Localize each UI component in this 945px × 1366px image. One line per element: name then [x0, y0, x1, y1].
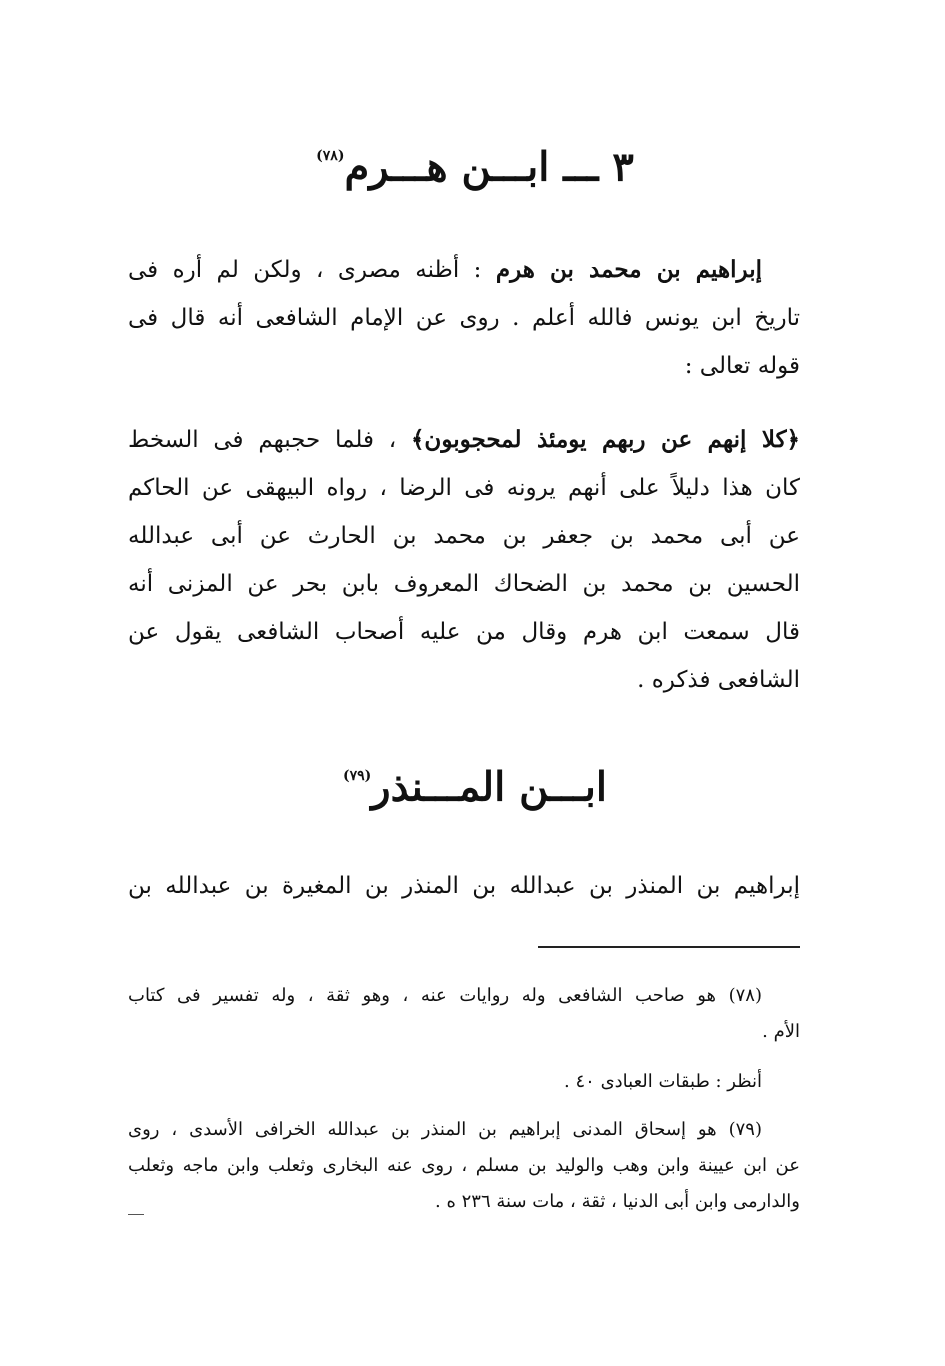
footnote-ref-79[interactable]: (٧٩) [342, 768, 372, 784]
heading-dash: ـــ [563, 143, 599, 191]
text-line: ﴿كلا إنهم عن ربهم يومئذ لمحجوبون﴾ ، فلما حجبهم فى السخط [128, 426, 801, 453]
footnote-line: عن ابن عيينة وابن وهب والوليد بن مسلم ، روى عنه البخارى وثعلب وابن ماجه وثعلب [128, 1155, 800, 1176]
paragraph-ibn-harim [128, 246, 800, 390]
text-line: قوله تعالى : [684, 353, 800, 379]
footnote-79 [128, 1112, 800, 1220]
text-line: تاريخ ابن يونس فالله أعلم . روى عن الإمام الشافعى أنه قال فى [128, 305, 800, 331]
text-line: إبراهيم بن محمد بن هرم : أظنه مصرى ، ولكن لم أره فى [128, 256, 762, 283]
paragraph-quran-commentary [128, 416, 800, 704]
text-line: الحسين بن محمد بن الضحاك المعروف بابن بحر عن المزنى أنه [128, 571, 800, 597]
section-heading-ibn-harim [250, 137, 700, 192]
footnote-separator [538, 946, 800, 948]
footnote-line: (٧٩) هو إسحاق المدنى إبراهيم بن المنذر بن عبدالله الخرافى الأسدى ، روى [128, 1119, 762, 1140]
text-line: كان هذا دليلاً على أنهم يرونه فى الرضا ، رواه البيهقى عن الحاكم [128, 475, 800, 501]
text-line: عن أبى محمد بن جعفر بن محمد بن الحارث عن أبى عبدالله [128, 523, 800, 549]
quran-verse: ﴿كلا إنهم عن ربهم يومئذ لمحجوبون﴾ [410, 426, 801, 453]
footnote-line: الأم . [762, 1021, 800, 1042]
footnote-78-reference [128, 1064, 800, 1100]
footnote-line: (٧٨) هو صاحب الشافعى وله روايات عنه ، وهو ثقة ، وله تفسير فى كتاب [128, 985, 762, 1006]
section-number: ٣ [612, 143, 634, 191]
section-title: ابـــن هـــرم [344, 143, 550, 191]
section-heading-ibn-almundhir [250, 757, 700, 812]
text-line: إبراهيم بن المنذر بن عبدالله بن المنذر بن المغيرة بن عبدالله بن [128, 873, 800, 899]
footnote-ref-78[interactable]: (٧٨) [316, 148, 345, 164]
continuation-mark [128, 1214, 144, 1215]
section-title: ابـــن المـــنذر [371, 763, 608, 811]
footnote-line: والدارمى وابن أبى الدنيا ، ثقة ، مات سنة ٢٣٦ ه . [435, 1191, 800, 1212]
text-line: قال سمعت ابن هرم وقال من عليه أصحاب الشافعى يقول عن [128, 619, 800, 645]
text-line: الشافعى فذكره . [637, 667, 800, 693]
footnote-78 [128, 978, 800, 1050]
paragraph-ibn-almundhir [128, 862, 800, 910]
person-name: إبراهيم بن محمد بن هرم [495, 256, 762, 283]
footnote-line: أنظر : طبقات العبادى ٤٠ . [564, 1071, 762, 1092]
